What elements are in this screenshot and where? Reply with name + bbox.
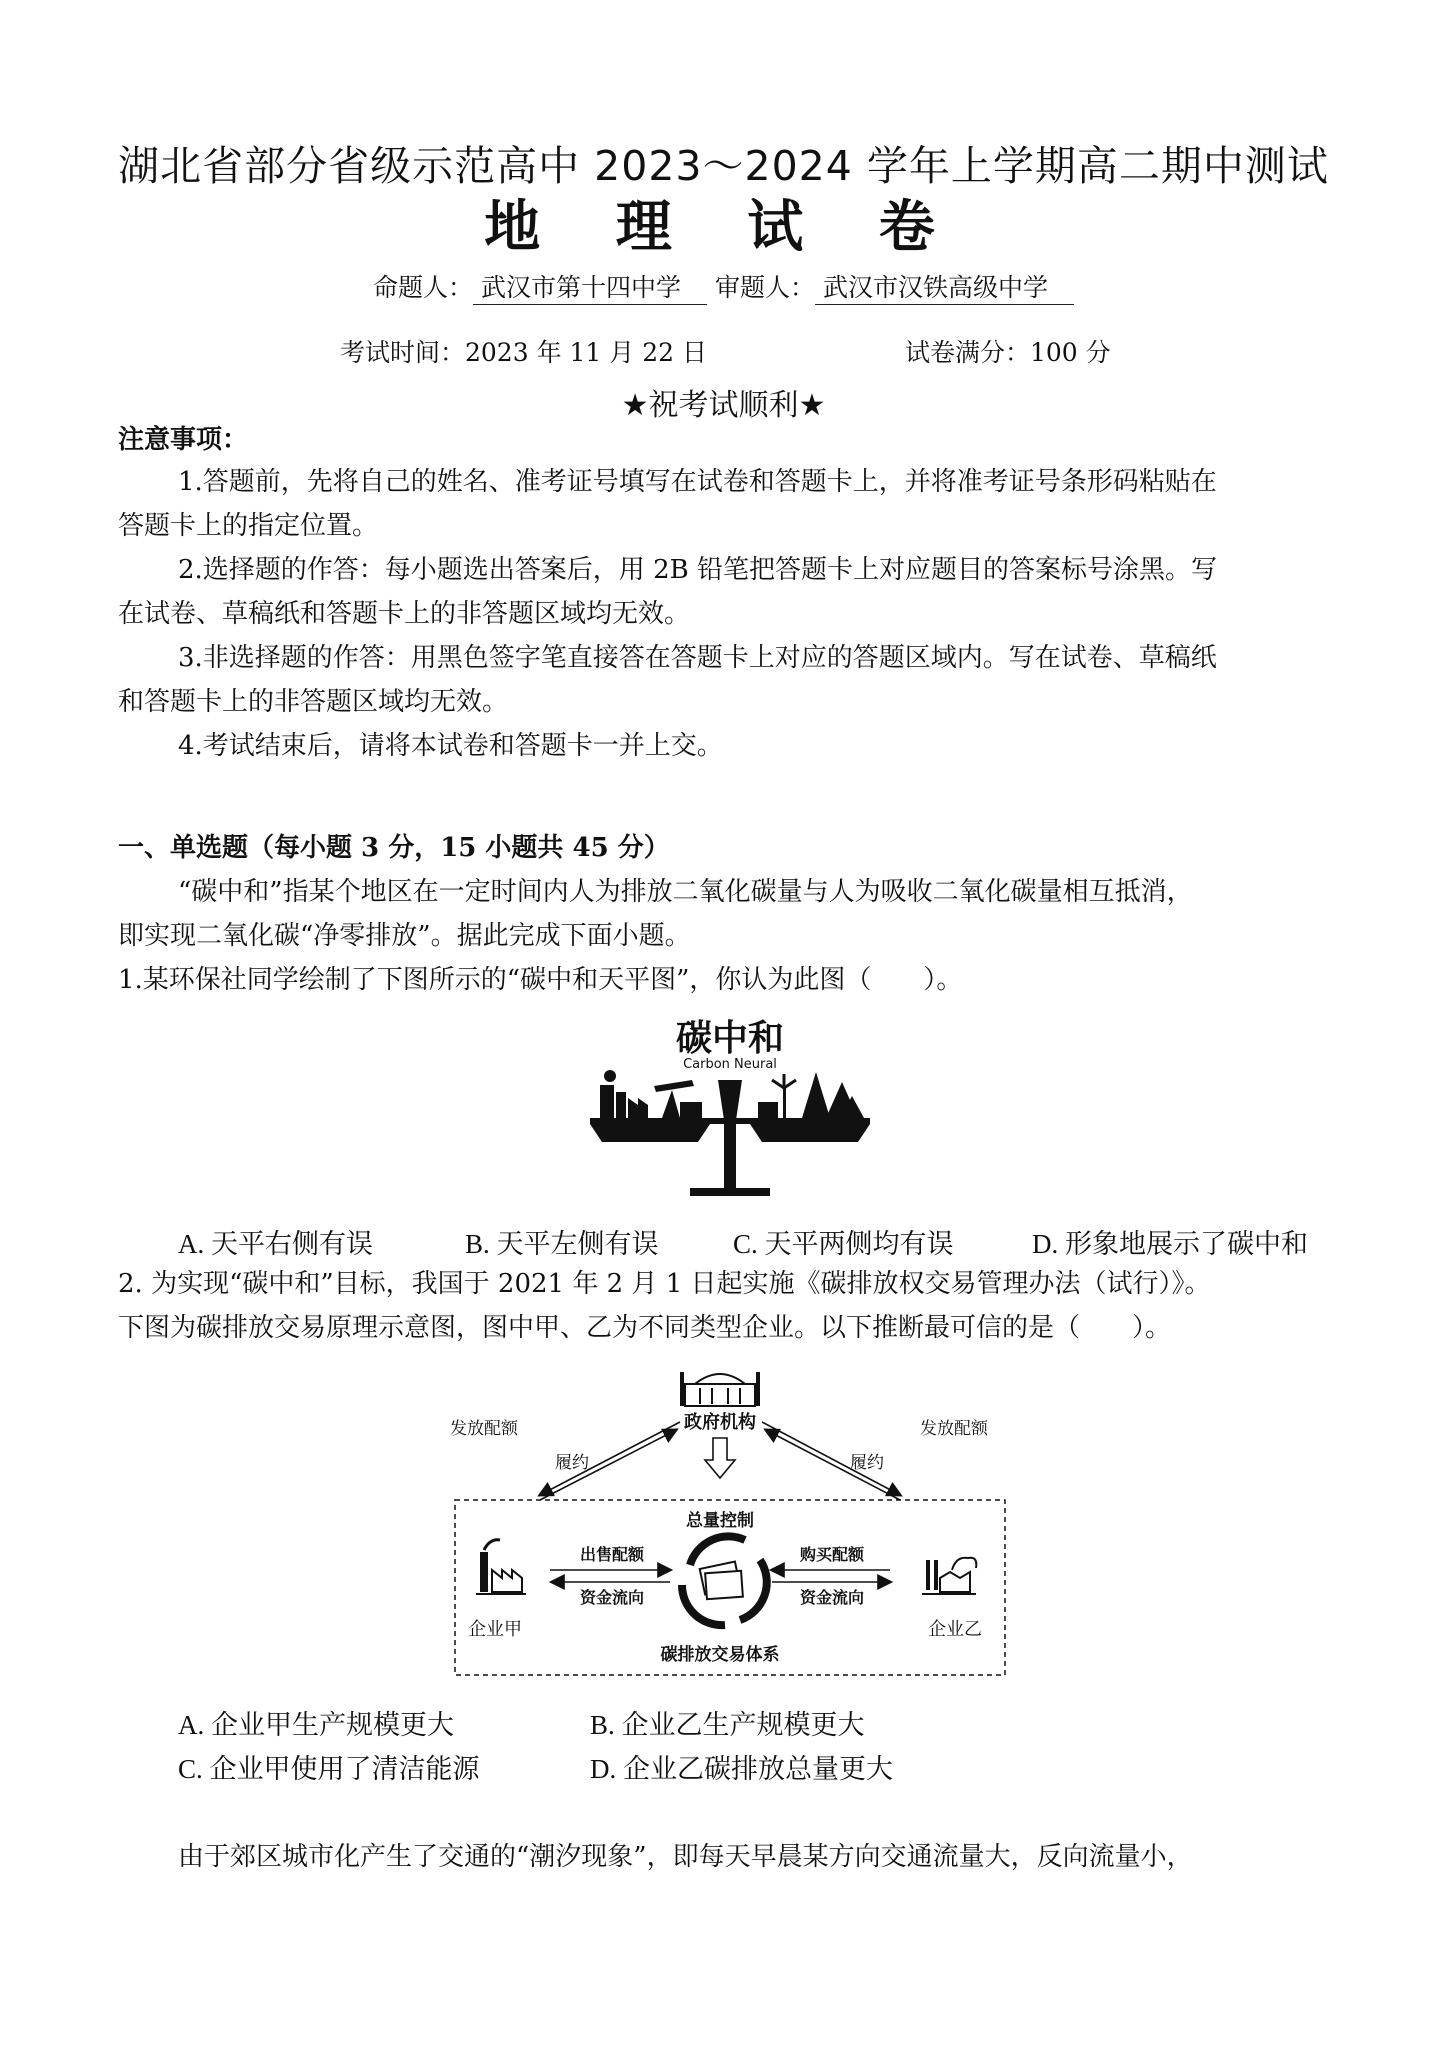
exam-time: 考试时间：2023 年 11 月 22 日 — [340, 338, 707, 367]
exam-title: 湖北省部分省级示范高中 2023～2024 学年上学期高二期中测试 — [118, 142, 1329, 190]
issue-left-label: 发放配额 — [450, 1419, 518, 1439]
setter-name: 武汉市第十四中学 — [473, 273, 707, 305]
setter-label: 命题人： — [372, 273, 473, 302]
question-2-stem-line-1: 2. 为实现“碳中和”目标，我国于 2021 年 2 月 1 日起实施《碳排放权交易管理办法（试行）》。 — [118, 1269, 1211, 1299]
q2-option-b: B. 企业乙生产规模更大 — [590, 1710, 865, 1740]
intro-line-2: 即实现二氧化碳“净零排放”。据此完成下面小题。 — [118, 921, 691, 951]
q2-option-c: C. 企业甲使用了清洁能源 — [178, 1754, 480, 1784]
perform-right-label: 履约 — [850, 1453, 884, 1473]
reviewer-label: 审题人： — [714, 273, 815, 302]
q1-option-c: C. 天平两侧均有误 — [733, 1229, 954, 1259]
factory-b-icon — [922, 1558, 976, 1594]
company-b-label: 企业乙 — [928, 1619, 982, 1640]
notice-item-3-line-1: 3.非选择题的作答：用黑色签字笔直接答在答题卡上对应的答题区域内。写在试卷、草稿纸 — [178, 643, 1217, 673]
sell-label: 出售配额 — [579, 1545, 645, 1564]
gov-label: 政府机构 — [684, 1412, 756, 1433]
q1-option-a: A. 天平右侧有误 — [178, 1229, 373, 1259]
buy-label: 购买配额 — [799, 1545, 865, 1564]
q2-option-d: D. 企业乙碳排放总量更大 — [590, 1754, 893, 1784]
notice-item-1-line-1: 1.答题前，先将自己的姓名、准考证号填写在试卷和答题卡上，并将准考证号条形码粘贴在 — [178, 467, 1217, 497]
factory-a-icon — [476, 1540, 526, 1594]
authors-line — [0, 268, 1447, 304]
carbon-trading-diagram — [440, 1360, 1020, 1680]
notice-item-2-line-2: 在试卷、草稿纸和答题卡上的非答题区域均无效。 — [118, 599, 691, 629]
next-passage-line: 由于郊区城市化产生了交通的“潮汐现象”，即每天早晨某方向交通流量大，反向流量小， — [178, 1842, 1193, 1872]
notice-item-3-line-2: 和答题卡上的非答题区域均无效。 — [118, 687, 509, 717]
q1-option-b: B. 天平左侧有误 — [465, 1229, 659, 1259]
company-a-label: 企业甲 — [468, 1619, 522, 1640]
system-label: 碳排放交易体系 — [660, 1645, 780, 1665]
reviewer-name: 武汉市汉铁高级中学 — [815, 273, 1074, 305]
notice-heading: 注意事项： — [118, 425, 249, 455]
full-score: 试卷满分：100 分 — [905, 338, 1111, 367]
notice-item-2-line-1: 2.选择题的作答：每小题选出答案后，用 2B 铅笔把答题卡上对应题目的答案标号涂黑。写 — [178, 555, 1217, 585]
q2-option-a: A. 企业甲生产规模更大 — [178, 1710, 454, 1740]
figure-caption: Carbon Neural — [683, 1057, 777, 1072]
money-right-label: 资金流向 — [799, 1588, 865, 1607]
perform-left-label: 履约 — [555, 1453, 589, 1473]
down-arrow-icon — [705, 1438, 735, 1478]
intro-line-1: “碳中和”指某个地区在一定时间内人为排放二氧化碳量与人为吸收二氧化碳量相互抵消， — [178, 877, 1193, 907]
total-control-label: 总量控制 — [686, 1511, 754, 1531]
good-luck-wish: ★祝考试顺利★ — [621, 388, 826, 423]
money-cycle-icon — [682, 1536, 767, 1625]
money-left-label: 资金流向 — [579, 1588, 645, 1607]
section-heading: 一、单选题（每小题 3 分，15 小题共 45 分） — [118, 833, 670, 863]
carbon-balance-figure — [580, 1010, 880, 1205]
government-building-icon — [680, 1372, 760, 1406]
notice-item-4: 4.考试结束后，请将本试卷和答题卡一并上交。 — [178, 731, 723, 761]
question-2-stem-line-2: 下图为碳排放交易原理示意图，图中甲、乙为不同类型企业。以下推断最可信的是（ ）。 — [118, 1313, 1172, 1343]
q1-option-d: D. 形象地展示了碳中和 — [1032, 1229, 1308, 1259]
notice-item-1-line-2: 答题卡上的指定位置。 — [118, 511, 379, 541]
issue-right-label: 发放配额 — [920, 1419, 988, 1439]
figure-title: 碳中和 — [675, 1018, 785, 1059]
question-1-stem: 1.某环保社同学绘制了下图所示的“碳中和天平图”，你认为此图（ ）。 — [118, 965, 963, 995]
exam-subtitle: 地 理 试 卷 — [484, 195, 963, 260]
